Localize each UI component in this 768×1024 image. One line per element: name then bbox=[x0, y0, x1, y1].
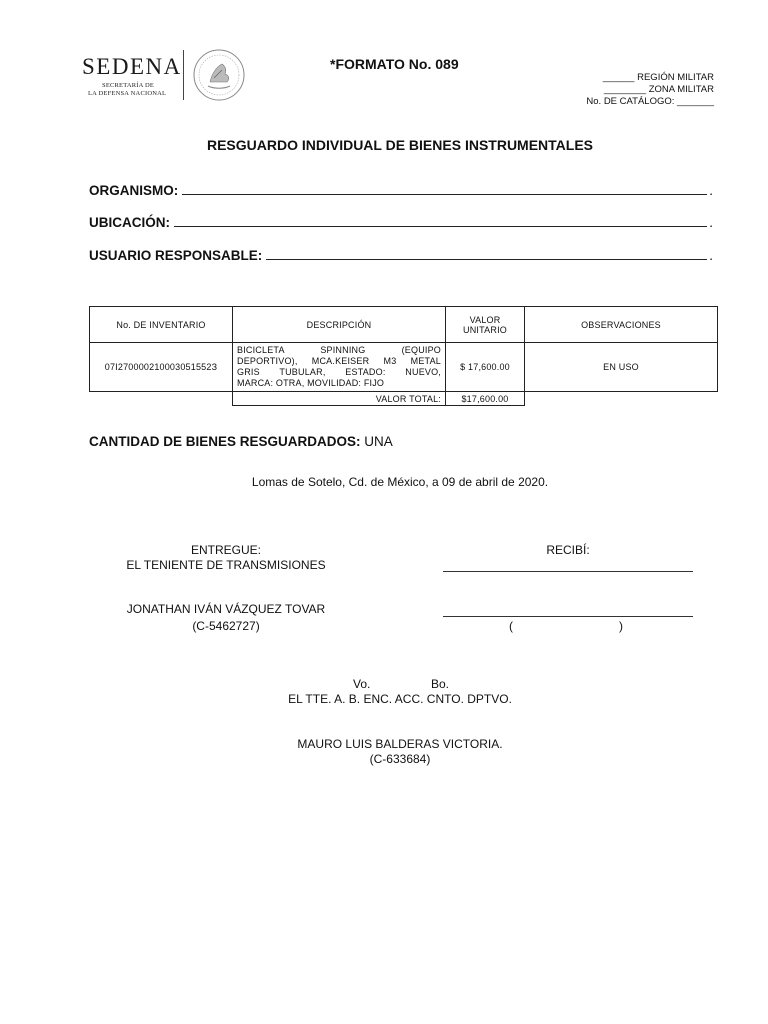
table-row bbox=[90, 343, 718, 392]
total-label: VALOR TOTAL: bbox=[233, 392, 446, 406]
entregue-nombre: JONATHAN IVÁN VÁZQUEZ TOVAR bbox=[126, 602, 326, 616]
catalogo-line: No. DE CATÁLOGO: _______ bbox=[586, 96, 714, 107]
desc-line-1: BICICLETA SPINNING (EQUIPO bbox=[237, 345, 441, 355]
recibi-label: RECIBÍ: bbox=[546, 543, 590, 557]
cell-observaciones: EN USO bbox=[525, 343, 718, 392]
cell-descripcion bbox=[233, 343, 446, 392]
ubicacion-label: UBICACIÓN: bbox=[89, 215, 170, 230]
usuario-dot: . bbox=[709, 248, 713, 263]
total-spacer bbox=[90, 392, 233, 406]
cell-valor: $ 17,600.00 bbox=[446, 343, 525, 392]
usuario-label: USUARIO RESPONSABLE: bbox=[89, 248, 263, 263]
recibi-matricula bbox=[509, 619, 623, 633]
vobo-nombre: MAURO LUIS BALDERAS VICTORIA. bbox=[297, 737, 503, 751]
desc-line-4: MARCA: OTRA, MOVILIDAD: FIJO bbox=[237, 378, 385, 388]
table-total-row bbox=[90, 392, 718, 406]
desc-line-2: DEPORTIVO), MCA.KEISER M3 METAL bbox=[237, 356, 441, 366]
region-militar-line: ______ REGIÓN MILITAR bbox=[602, 72, 714, 83]
lugar-fecha: Lomas de Sotelo, Cd. de México, a 09 de abril de 2020. bbox=[251, 475, 549, 489]
cantidad-value: UNA bbox=[364, 434, 393, 449]
header-observaciones: OBSERVACIONES bbox=[525, 307, 718, 343]
formato-number: *FORMATO No. 089 bbox=[330, 56, 459, 72]
entregue-label: ENTREGUE: bbox=[190, 543, 261, 557]
sedena-logo bbox=[80, 48, 255, 100]
logo-divider bbox=[183, 50, 184, 100]
vobo-cargo: EL TTE. A. B. ENC. ACC. CNTO. DPTVO. bbox=[288, 692, 512, 706]
ubicacion-dot: . bbox=[709, 215, 713, 230]
recibi-paren-open: ( bbox=[509, 619, 513, 633]
organismo-label: ORGANISMO: bbox=[89, 183, 179, 198]
bo-label: Bo. bbox=[431, 677, 450, 691]
recibi-name-line bbox=[440, 616, 696, 617]
cantidad-label: CANTIDAD DE BIENES RESGUARDADOS: bbox=[89, 434, 361, 449]
table-header-row bbox=[90, 307, 718, 343]
vo-label: Vo. bbox=[353, 677, 371, 691]
desc-line-3: GRIS TUBULAR, ESTADO: NUEVO, bbox=[237, 367, 441, 377]
total-value: $17,600.00 bbox=[446, 392, 525, 406]
recibi-signature-line bbox=[440, 571, 696, 572]
logo-text: SEDENA bbox=[82, 54, 182, 79]
header-valor-unitario bbox=[446, 307, 525, 343]
total-spacer-right bbox=[525, 392, 718, 406]
ubicacion-line bbox=[174, 214, 707, 227]
usuario-field bbox=[89, 247, 713, 263]
header-valor-line-2: UNITARIO bbox=[463, 324, 507, 335]
logo-subtitle-2: LA DEFENSA NACIONAL bbox=[88, 90, 167, 97]
national-seal-icon bbox=[192, 48, 246, 102]
usuario-line bbox=[266, 247, 707, 260]
header-valor-line-1: VALOR bbox=[469, 314, 501, 325]
entregue-cargo: EL TENIENTE DE TRANSMISIONES bbox=[126, 558, 326, 572]
header-descripcion: DESCRIPCIÓN bbox=[233, 307, 446, 343]
organismo-field bbox=[89, 182, 713, 198]
vobo-matricula: (C-633684) bbox=[369, 752, 431, 766]
cantidad-line bbox=[89, 434, 393, 449]
cell-inventario: 07I270000210003051552З bbox=[90, 343, 233, 392]
document-title: RESGUARDO INDIVIDUAL DE BIENES INSTRUMENTALES bbox=[206, 137, 594, 153]
zona-militar-line: ________ ZONA MILITAR bbox=[603, 84, 714, 95]
logo-subtitle-1: SECRETARÍA DE bbox=[102, 82, 155, 89]
organismo-dot: . bbox=[709, 183, 713, 198]
header-inventario: No. DE INVENTARIO bbox=[90, 307, 233, 343]
inventory-table bbox=[89, 306, 718, 406]
ubicacion-field bbox=[89, 214, 713, 230]
organismo-line bbox=[182, 182, 707, 195]
recibi-paren-close: ) bbox=[619, 619, 623, 633]
entregue-matricula: (C-5462727) bbox=[192, 619, 260, 633]
